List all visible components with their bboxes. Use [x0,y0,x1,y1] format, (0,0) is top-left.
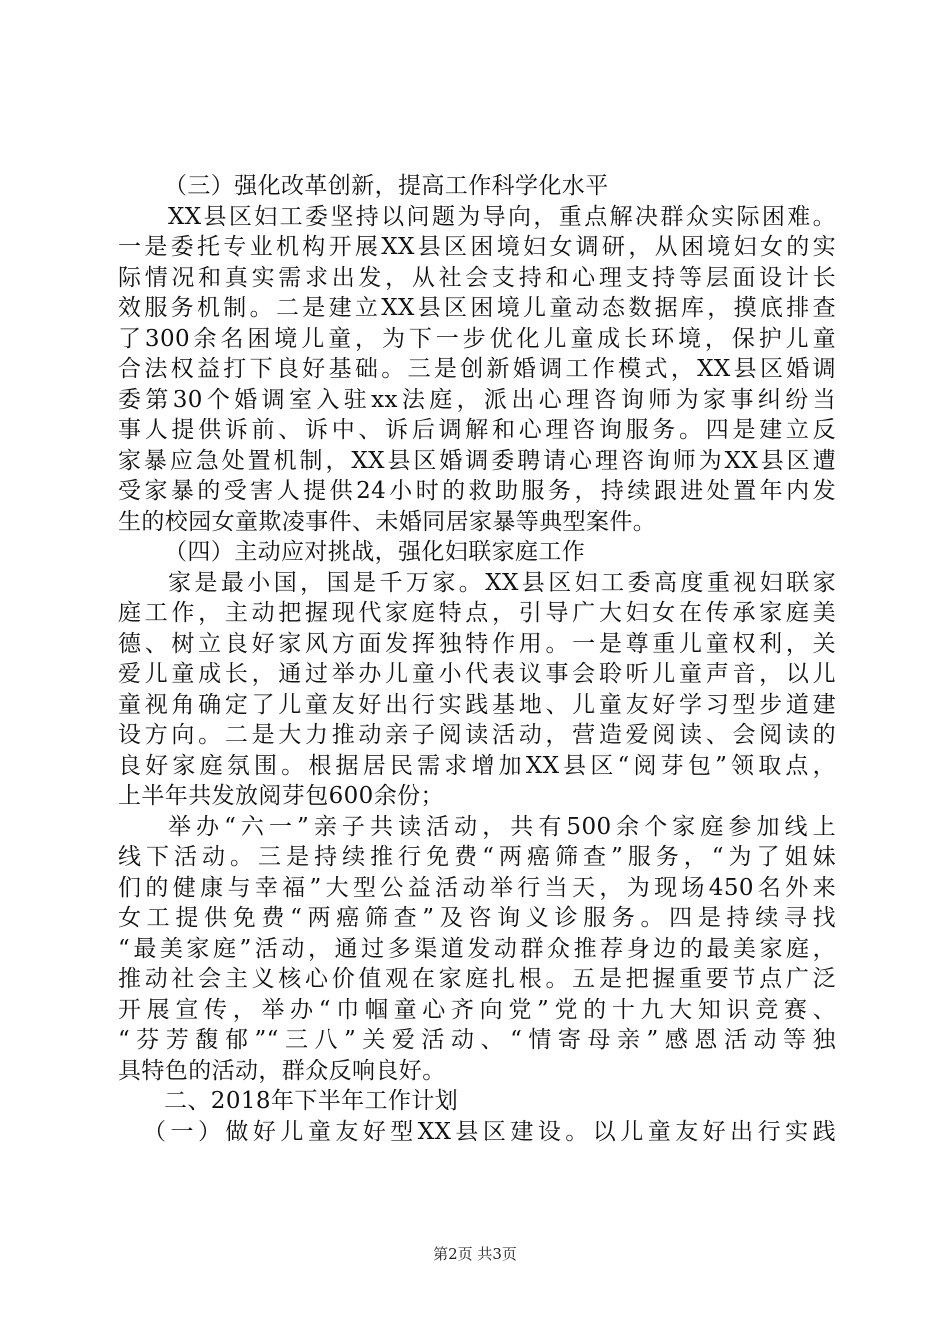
paragraph-line: 生的校园女童欺凌事件、未婚同居家暴等典型案件。 [118,508,657,535]
paragraph-line: 家暴应急处置机制，XX县区婚调委聘请心理咨询师为XX县区遭 [118,447,836,474]
paragraph-line: 爱儿童成长，通过举办儿童小代表议事会聆听儿童声音，以儿 [118,661,836,687]
paragraph-line: 事人提供诉前、诉中、诉后调解和心理咨询服务。四是建立反 [118,417,836,443]
paragraph-line: 线下活动。三是持续推行免费“两癌筛查”服务，“为了姐妹 [118,844,836,870]
paragraph-line: XX县区妇工委坚持以问题为导向，重点解决群众实际困难。 [168,203,836,230]
paragraph-line: 了300余名困境儿童，为下一步优化儿童成长环境，保护儿童 [118,325,836,352]
paragraph-line: 童视角确定了儿童友好出行实践基地、儿童友好学习型步道建 [118,691,836,718]
paragraph-line: 具特色的活动，群众反响良好。 [118,1057,446,1084]
paragraph-line: 开展宣传，举办“巾帼童心齐向党”党的十九大知识竞赛、 [118,996,836,1023]
paragraph-line: 上半年共发放阅芽包600余份； [118,783,444,809]
paragraph-line: 合法权益打下良好基础。三是创新婚调工作模式，XX县区婚调 [118,356,836,382]
paragraph-line: 庭工作，主动把握现代家庭特点，引导广大妇女在传承家庭美 [118,600,836,626]
paragraph-line: 际情况和真实需求出发，从社会支持和心理支持等层面设计长 [118,264,836,291]
page-number-label: 第2页 共3页 [433,1245,517,1263]
section-heading-3: （三）强化改革创新，提高工作科学化水平 [164,173,609,199]
paragraph-line: 举办“六一”亲子共读活动，共有500余个家庭参加线上 [168,813,836,840]
paragraph-line: 委第30个婚调室入驻xx法庭，派出心理咨询师为家事纠纷当 [118,386,836,413]
paragraph-line: 受家暴的受害人提供24小时的救助服务，持续跟进处置年内发 [118,478,836,504]
paragraph-line: 德、树立良好家风方面发挥独特作用。一是尊重儿童权利，关 [118,630,836,657]
document-body [118,171,836,1147]
paragraph-line: 良好家庭氛围。根据居民需求增加XX县区“阅芽包”领取点， [118,752,836,779]
paragraph-line: 家是最小国，国是千万家。XX县区妇工委高度重视妇联家 [168,569,836,596]
section-heading-plan: 二、2018年下半年工作计划 [164,1088,459,1114]
paragraph-line: “芬芳馥郁”“三八”关爱活动、“情寄母亲”感恩活动等独 [118,1027,836,1053]
paragraph-line: 设方向。二是大力推动亲子阅读活动，营造爱阅读、会阅读的 [118,722,836,748]
paragraph-line: 们的健康与幸福”大型公益活动举行当天，为现场450名外来 [118,874,836,901]
paragraph-line: 效服务机制。二是建立XX县区困境儿童动态数据库，摸底排查 [118,295,836,321]
paragraph-line: 女工提供免费“两癌筛查”及咨询义诊服务。四是持续寻找 [118,905,836,931]
paragraph-line: 推动社会主义核心价值观在家庭扎根。五是把握重要节点广泛 [118,966,836,992]
paragraph-line: （一）做好儿童友好型XX县区建设。以儿童友好出行实践 [143,1118,836,1145]
page-footer [0,1243,950,1264]
paragraph-line: 一是委托专业机构开展XX县区困境妇女调研，从困境妇女的实 [118,234,836,260]
section-heading-4: （四）主动应对挑战，强化妇联家庭工作 [164,539,586,565]
paragraph-line: “最美家庭”活动，通过多渠道发动群众推荐身边的最美家庭， [118,935,836,962]
